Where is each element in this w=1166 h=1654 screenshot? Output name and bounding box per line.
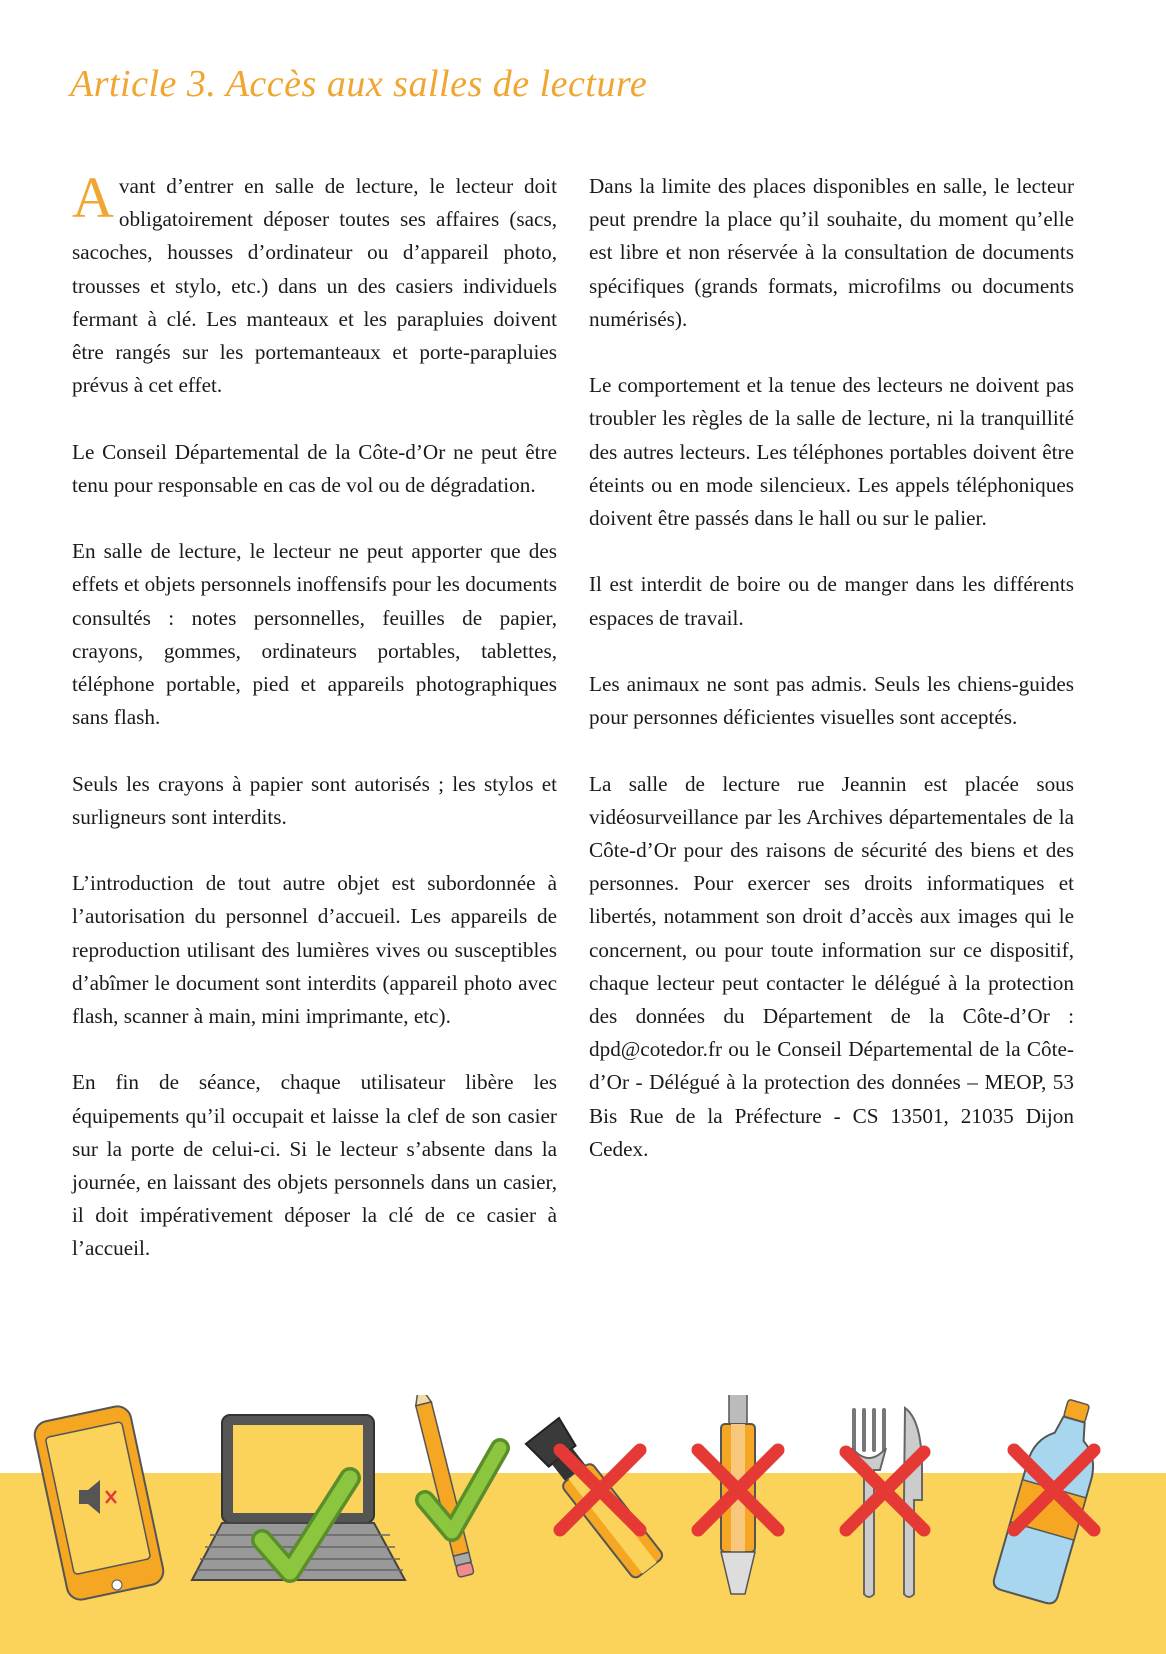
laptop-allowed-icon (192, 1415, 405, 1580)
pencil-allowed-icon (411, 1395, 500, 1578)
paragraph-animals: Les animaux ne sont pas admis. Seuls les chiens-guides pour personnes déficientes visuelles sont acceptés. (589, 672, 1074, 730)
paragraph-behaviour: Le comportement et la tenue des lecteurs ne doivent pas troubler les règles de la salle de lecture, ni la tranquillité des autres lecteurs. Les téléphones portables doivent être éteints ou en mode silencieux. Les appels téléphoniques doivent être passés dans le hall ou sur le palier. (589, 373, 1074, 531)
silent-phone-icon (32, 1404, 166, 1602)
page-title: Article 3. Accès aux salles de lecture (70, 63, 648, 105)
paragraph-pencils: Seuls les crayons à papier sont autorisés ; les stylos et surligneurs sont interdits. (72, 771, 557, 829)
paragraph-food-drink: Il est interdit de boire ou de manger dans les différents espaces de travail. (589, 572, 1074, 630)
paragraph-liability: Le Conseil Départemental de la Côte-d’Or ne peut être tenu pour responsable en cas de vol ou de dégradation. (72, 439, 557, 497)
drop-cap: A (72, 165, 114, 230)
cutlery-forbidden-icon (846, 1408, 924, 1597)
paragraph-allowed-items: En salle de lecture, le lecteur ne peut apporter que des effets et objets personnels inoffensifs pour les documents consultés : notes personnelles, feuilles de papier, crayons, gommes, ordinateurs portables, tablettes, téléphone portable, pied et appareils photographiques sans flash. (72, 539, 557, 730)
paragraph-other-objects: L’introduction de tout autre objet est subordonnée à l’autorisation du personnel d’accueil. Les appareils de reproduction utilisant des lumières vives ou susceptibles d’abîmer le document sont interdits (appareil photo avec flash, scanner à main, mini imprimante, etc). (72, 871, 557, 1029)
left-column (72, 165, 557, 1299)
paragraph-video-surveillance: La salle de lecture rue Jeannin est placée sous vidéosurveillance par les Archives départementales de la Côte-d’Or pour des raisons de sécurité des biens et des personnes. Pour exercer ses droits informatiques et libertés, notamment son droit d’accès aux images qui le concernent, ou pour toute information sur ce dispositif, chaque lecteur peut contacter le délégué à la protection des données du Département de la Côte-d’Or : dpd@cotedor.fr ou le Conseil Départemental de la Côte-d’Or - Délégué à la protection des données – MEOP, 53 Bis Rue de la Préfecture - CS 13501, 21035 Dijon Cedex. (589, 771, 1074, 1161)
paragraph-end-session: En fin de séance, chaque utilisateur libère les équipements qu’il occupait et laisse la clef de son casier sur la porte de celui-ci. Si le lecteur s’absente dans la journée, en laissant des objets personnels dans un casier, il doit impérativement déposer la clé de ce casier à l’accueil. (72, 1070, 557, 1261)
paragraph-lockers (72, 165, 557, 402)
bottle-forbidden-icon (992, 1395, 1111, 1605)
rules-illustration (0, 1395, 1166, 1654)
paragraph-lockers-text: vant d’entrer en salle de lecture, le lecteur doit obligatoirement déposer toutes ses affaires (sacs, sacoches, housses d’ordinateur ou d’appareil photo, trousses et stylo, etc.) dans un des casiers individuels fermant à clé. Les manteaux et les parapluies doivent être rangés sur les portemanteaux et porte-parapluies prévus à cet effet. (72, 174, 557, 398)
right-column (589, 170, 1074, 1199)
highlighter-forbidden-icon (526, 1418, 666, 1581)
paragraph-seating: Dans la limite des places disponibles en salle, le lecteur peut prendre la place qu’il souhaite, du moment qu’elle est libre et non réservée à la consultation de documents spécifiques (grands formats, microfilms ou documents numérisés). (589, 174, 1074, 331)
pen-forbidden-icon (698, 1395, 778, 1594)
